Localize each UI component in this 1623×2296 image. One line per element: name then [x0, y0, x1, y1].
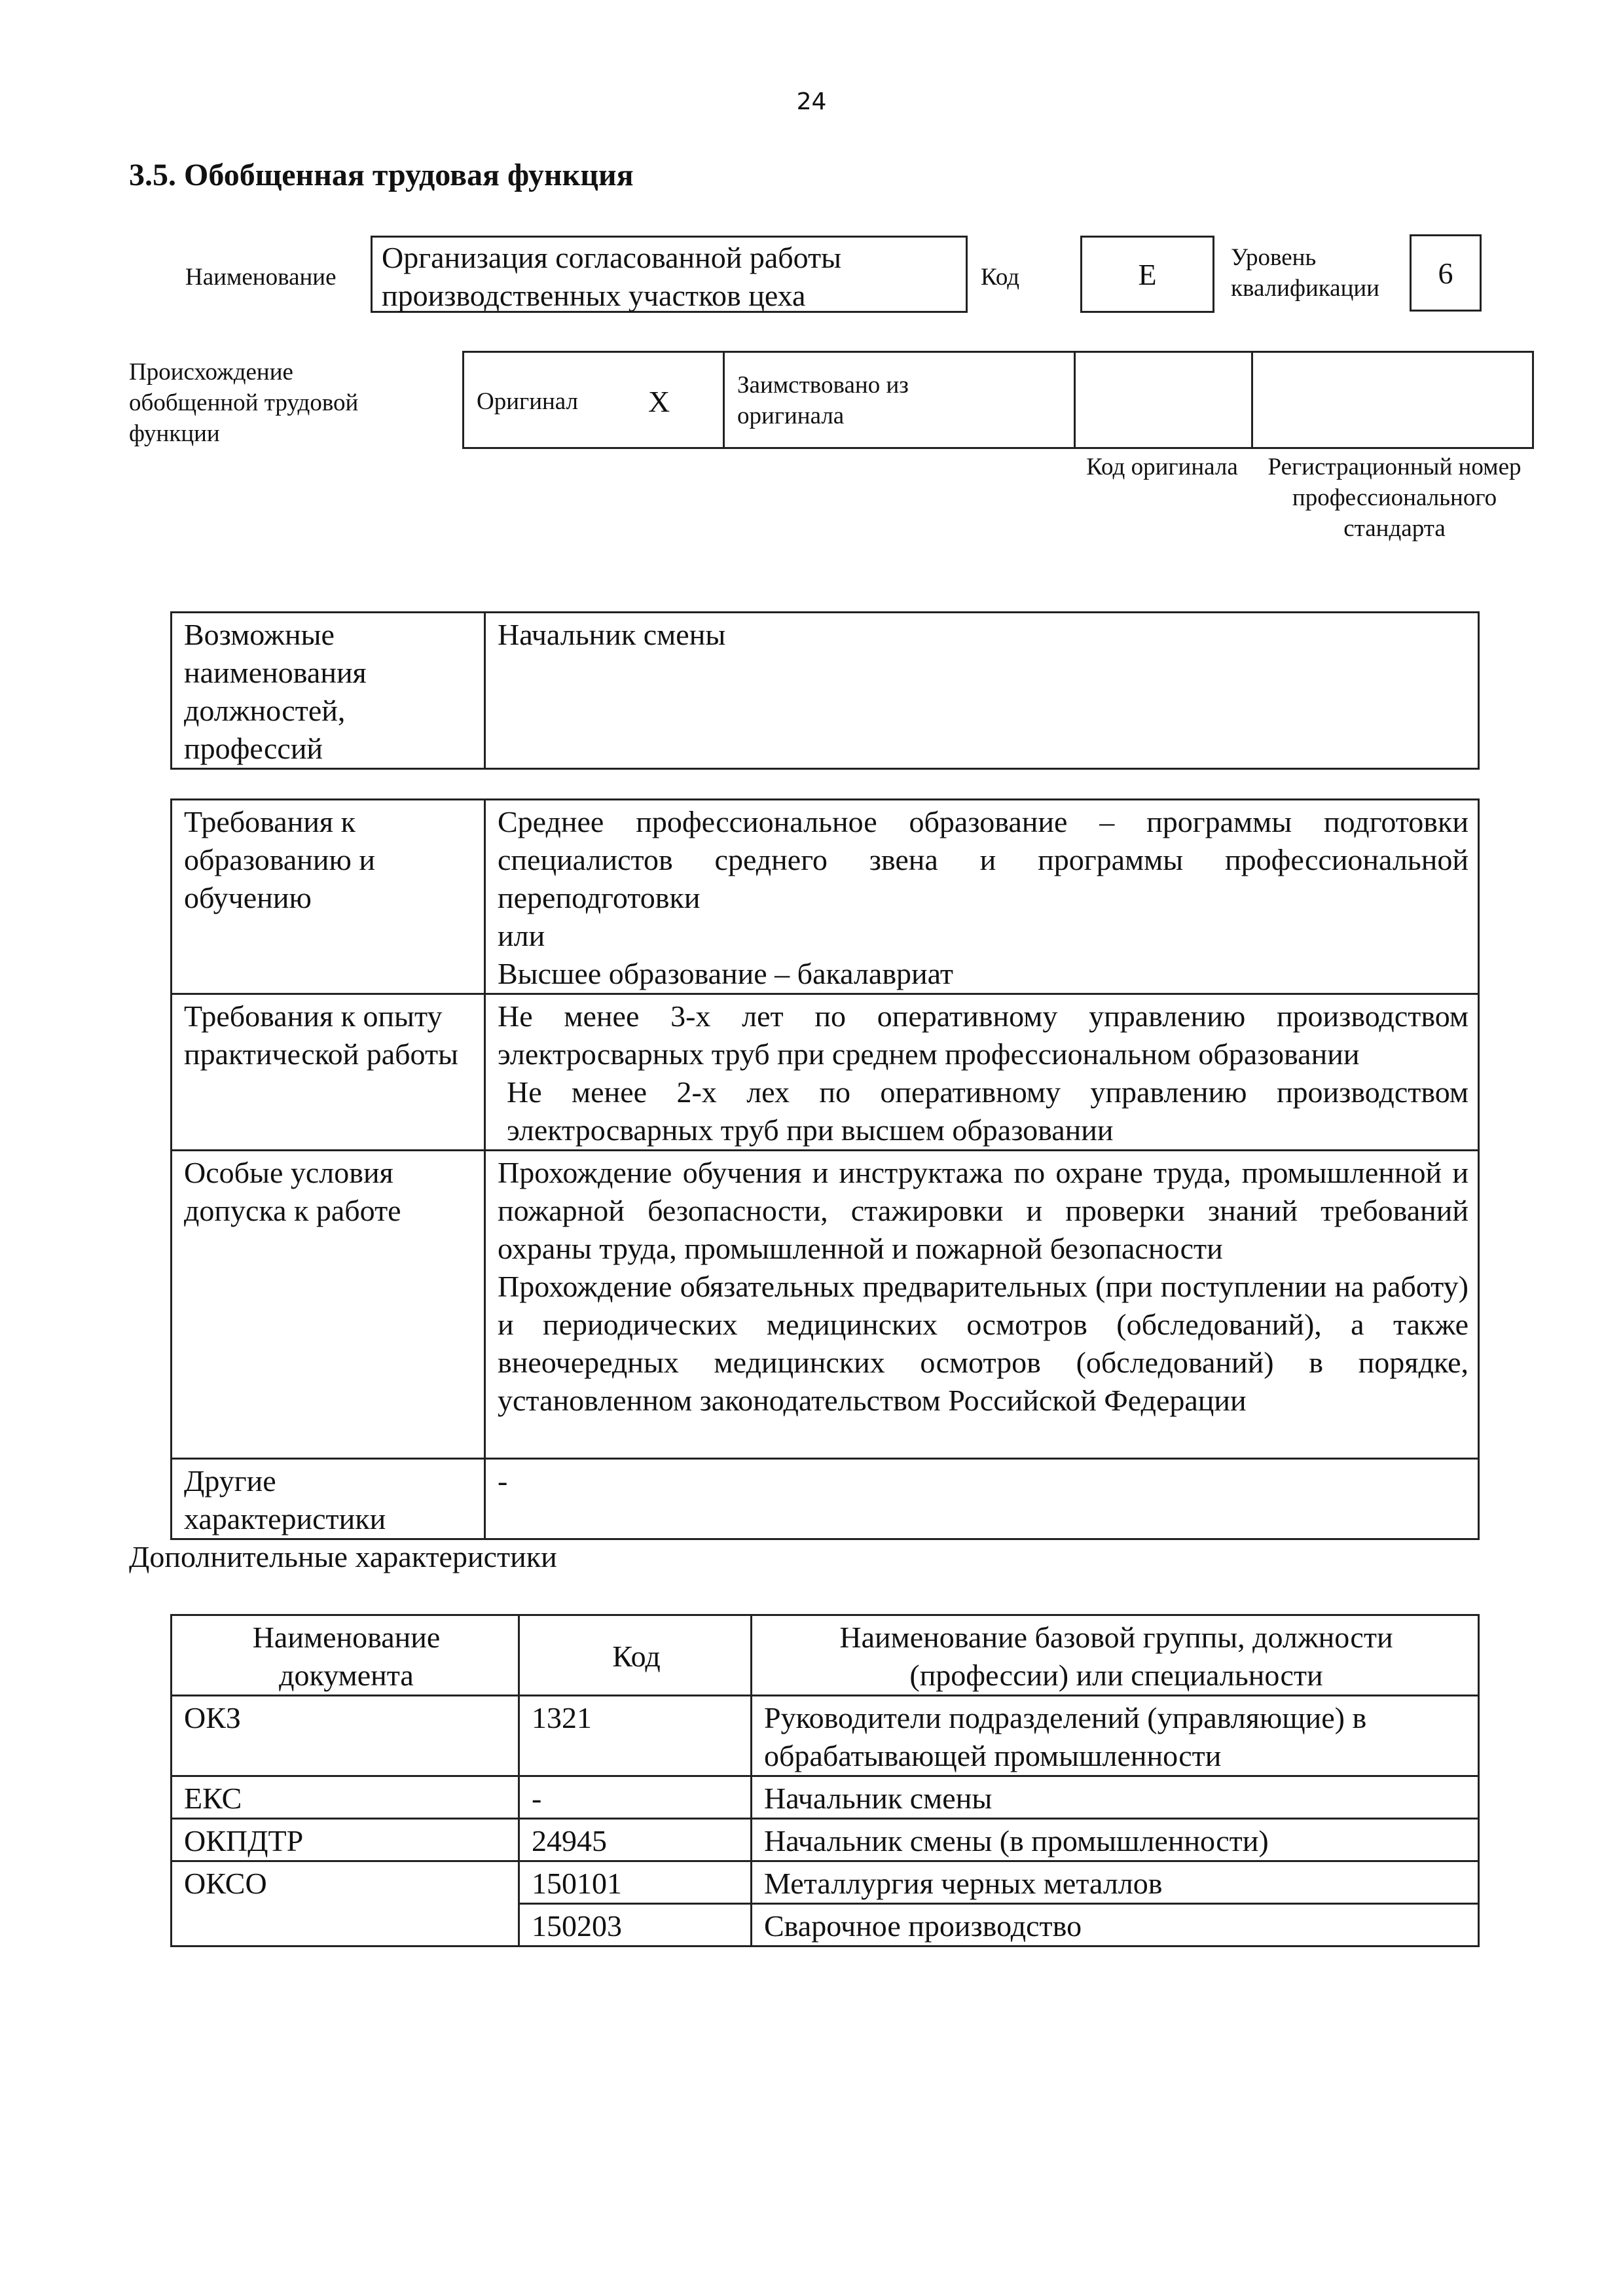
table-row [172, 1861, 1479, 1904]
section-title: 3.5. Обобщенная трудовая функция [129, 158, 634, 192]
requirement-label: Особые условия допуска к работе [172, 1151, 485, 1459]
header-doc: Наименование документа [172, 1615, 519, 1696]
row-doc: ОКЗ [172, 1696, 519, 1776]
table-row [172, 994, 1479, 1151]
table-row [172, 613, 1479, 769]
requirement-line: или [498, 919, 545, 952]
requirement-line: Высшее образование – бакалавриат [498, 957, 953, 990]
table-row [172, 1819, 1479, 1861]
page-number: 24 [796, 88, 827, 115]
row-name: Сварочное производство [752, 1904, 1479, 1946]
row-code: 24945 [519, 1819, 752, 1861]
code-box [1080, 236, 1214, 313]
code-label: Код [981, 264, 1020, 291]
origin-label: Происхождение обобщенной трудовой функции [129, 359, 359, 447]
table-row [172, 800, 1479, 994]
original-mark: X [648, 385, 670, 418]
additional-title: Дополнительные характеристики [129, 1540, 557, 1573]
row-code: 150101 [519, 1861, 752, 1904]
requirement-value [485, 1459, 1479, 1539]
requirement-line: Не менее 3-х лет по оперативному управлению производством электросварных труб при среднем профессиональном образовании [498, 999, 1468, 1071]
origin-divider-1 [723, 351, 725, 449]
original-label: Оригинал [477, 388, 579, 415]
level-box [1410, 234, 1482, 312]
requirement-line: Прохождение обучения и инструктажа по охране труда, промышленной и пожарной безопасности, стажировки и проверки знаний требований охраны труда, промышленной и пожарной безопасности [498, 1156, 1468, 1265]
origin-divider-3 [1251, 351, 1253, 449]
borrowed-label: Заимствовано из оригинала [737, 372, 909, 429]
row-name: Начальник смены (в промышленности) [752, 1819, 1479, 1861]
row-name: Начальник смены [752, 1776, 1479, 1819]
header-name: Наименование базовой группы, должности (профессии) или специальности [752, 1615, 1479, 1696]
table-row [172, 1776, 1479, 1819]
requirement-line: Не менее 2-х лех по оперативному управлению производством электросварных труб при высшем образовании [507, 1075, 1468, 1147]
code-value: E [1138, 258, 1157, 291]
requirements-table [170, 798, 1480, 1540]
requirement-line: - [498, 1464, 508, 1498]
function-name-box [371, 236, 968, 313]
row-name: Металлургия черных металлов [752, 1861, 1479, 1904]
requirement-label: Требования к опыту практической работы [172, 994, 485, 1151]
requirement-value [485, 994, 1479, 1151]
row-code: - [519, 1776, 752, 1819]
table-row [172, 1696, 1479, 1776]
requirement-value [485, 800, 1479, 994]
name-label: Наименование [185, 264, 337, 291]
positions-label: Возможные наименования должностей, профессий [172, 613, 485, 769]
level-value: 6 [1438, 257, 1453, 290]
additional-table [170, 1614, 1480, 1947]
header-code: Код [519, 1615, 752, 1696]
requirement-value [485, 1151, 1479, 1459]
requirement-label: Требования к образованию и обучению [172, 800, 485, 994]
function-name-value: Организация согласованной работы производственных участков цеха [382, 241, 842, 312]
requirement-line: Среднее профессиональное образование – программы подготовки специалистов среднего звена и программы профессиональной переподготовки [498, 805, 1468, 914]
requirement-line: Прохождение обязательных предварительных (при поступлении на работу) и периодических медицинских осмотров (обследований), а также внеочередных медицинских осмотров (обследований) в порядке, установленном законодательством Российской Федерации [498, 1270, 1468, 1417]
row-doc: ОКСО [172, 1861, 519, 1946]
row-doc: ЕКС [172, 1776, 519, 1819]
positions-value: Начальник смены [485, 613, 1479, 769]
table-row [172, 1151, 1479, 1459]
code-original-caption: Код оригинала [1086, 454, 1238, 480]
origin-box [462, 351, 1534, 449]
row-code: 150203 [519, 1904, 752, 1946]
positions-table [170, 611, 1480, 770]
table-row [172, 1459, 1479, 1539]
table-header-row [172, 1615, 1479, 1696]
row-doc: ОКПДТР [172, 1819, 519, 1861]
row-code: 1321 [519, 1696, 752, 1776]
origin-divider-2 [1074, 351, 1076, 449]
row-name: Руководители подразделений (управляющие) в обрабатывающей промышленности [752, 1696, 1479, 1776]
level-label: Уровень квалификации [1231, 244, 1379, 302]
requirement-label: Другие характеристики [172, 1459, 485, 1539]
reg-number-caption: Регистрационный номер профессионального стандарта [1267, 454, 1522, 542]
